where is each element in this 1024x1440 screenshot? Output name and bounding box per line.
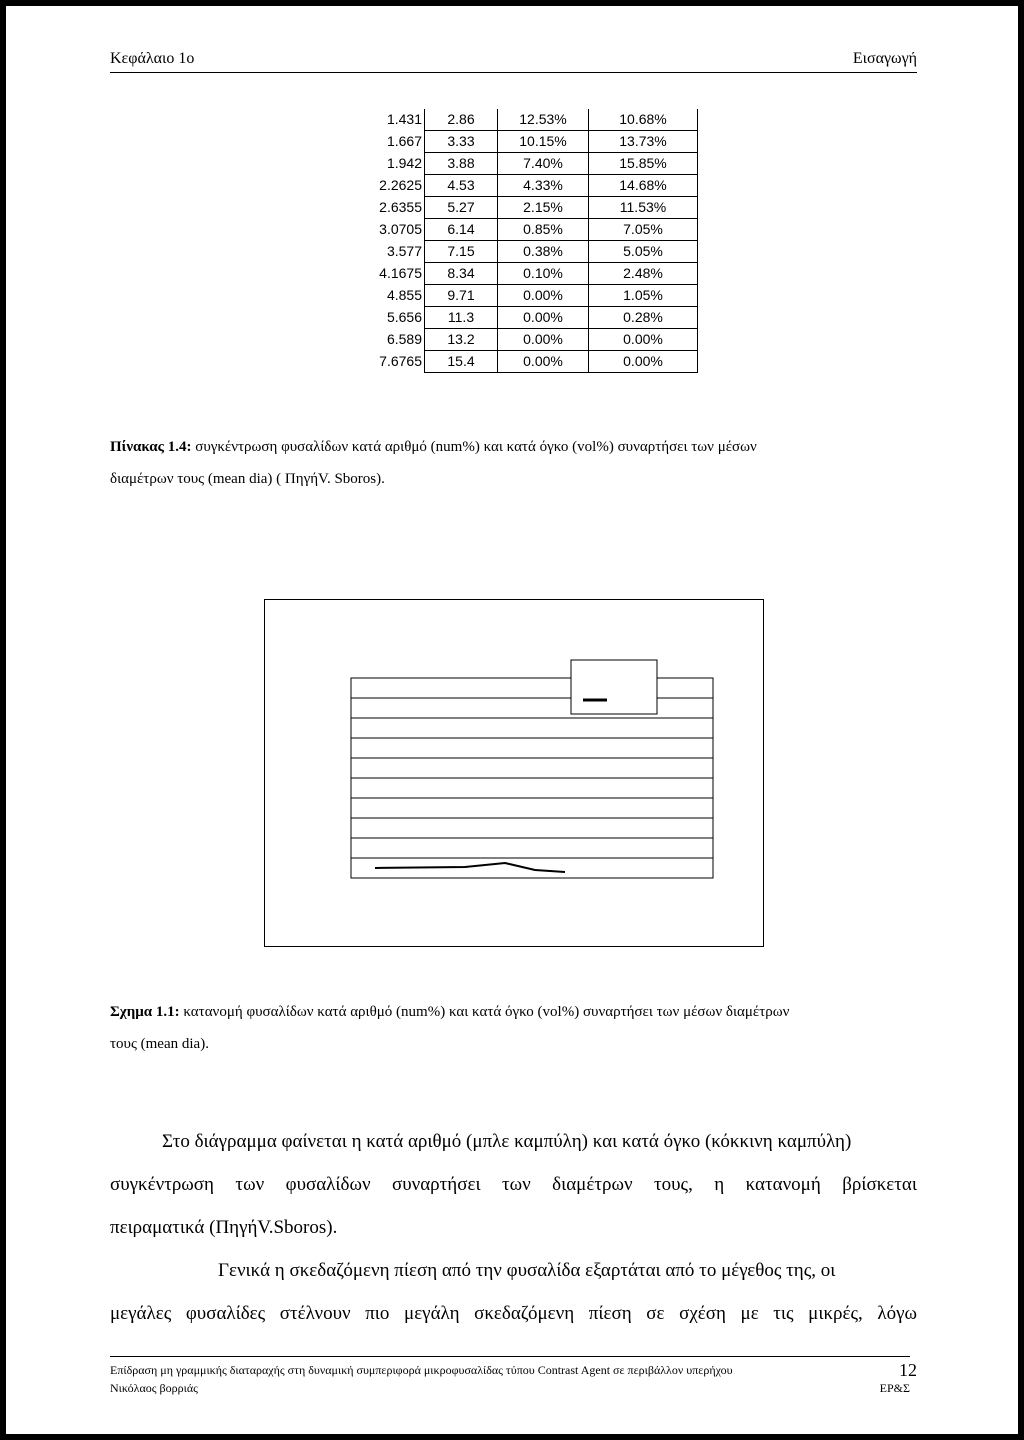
table-cell: 0.85%: [498, 219, 589, 241]
table-cell: 15.85%: [589, 153, 698, 175]
page-number: 12: [899, 1360, 917, 1380]
table-cell: 11.53%: [589, 197, 698, 219]
body-line-2: συγκέντρωση των φυσαλίδων συναρτήσει των διαμέτρων τους, η κατανομή βρίσκεται: [110, 1174, 917, 1195]
table-cell: 1.05%: [589, 285, 698, 307]
footer-author: Νικόλαος βορριάς: [110, 1381, 198, 1395]
table-cell: 1.431: [346, 109, 425, 131]
table-cell: 3.33: [425, 131, 498, 153]
table-cell: 2.6355: [346, 197, 425, 219]
table-cell: 8.34: [425, 263, 498, 285]
table-row: [346, 307, 698, 329]
figure-chart-frame: [264, 599, 764, 947]
figure-caption-label: Σχημα 1.1:: [110, 1004, 180, 1020]
table-cell: 7.05%: [589, 219, 698, 241]
table-cell: 6.589: [346, 329, 425, 351]
table-row: [346, 285, 698, 307]
table-row: [346, 263, 698, 285]
footer-dept: ΕΡ&Σ: [879, 1381, 910, 1395]
table-cell: 3.0705: [346, 219, 425, 241]
document-page: [6, 6, 1018, 1434]
figure-caption-text: κατανομή φυσαλίδων κατά αριθμό (num%) και κατά όγκο (vol%) συναρτήσει των μέσων διαμέτρων: [179, 1004, 790, 1020]
table-caption-text: συγκέντρωση φυσαλίδων κατά αριθμό (num%) και κατά όγκο (vol%) συναρτήσει των μέσων: [191, 439, 757, 455]
table-row: [346, 219, 698, 241]
table-caption-line2: διαμέτρων τους (mean dia) ( ΠηγήV. Sboros).: [110, 471, 385, 487]
table-cell: 0.00%: [498, 307, 589, 329]
table-cell: 0.00%: [589, 351, 698, 373]
table-cell: 2.15%: [498, 197, 589, 219]
table-cell: 5.27: [425, 197, 498, 219]
bubble-concentration-table: [346, 109, 698, 373]
table-cell: 9.71: [425, 285, 498, 307]
table-cell: 5.05%: [589, 241, 698, 263]
table-caption-label: Πίνακας 1.4:: [110, 439, 192, 455]
table-cell: 7.40%: [498, 153, 589, 175]
table-cell: 1.667: [346, 131, 425, 153]
figure-chart: [265, 600, 763, 946]
table-cell: 1.942: [346, 153, 425, 175]
table-cell: 12.53%: [498, 109, 589, 131]
table-cell: 2.2625: [346, 175, 425, 197]
data-curve: [375, 863, 565, 872]
legend-box: [571, 660, 657, 714]
table-cell: 0.00%: [589, 329, 698, 351]
figure-caption-line1: [110, 1001, 789, 1023]
table-row: [346, 109, 698, 131]
table-cell: 0.00%: [498, 351, 589, 373]
table-cell: 5.656: [346, 307, 425, 329]
table-cell: 4.53: [425, 175, 498, 197]
body-line-4: Γενικά η σκεδαζόμενη πίεση από την φυσαλίδα εξαρτάται από το μέγεθος της, οι: [218, 1260, 836, 1281]
table-cell: 10.15%: [498, 131, 589, 153]
table-row: [346, 329, 698, 351]
table-cell: 14.68%: [589, 175, 698, 197]
table-cell: 7.6765: [346, 351, 425, 373]
table-body: [346, 109, 698, 373]
table-cell: 3.577: [346, 241, 425, 263]
table-cell: 0.10%: [498, 263, 589, 285]
table-cell: 15.4: [425, 351, 498, 373]
table-row: [346, 197, 698, 219]
table-row: [346, 131, 698, 153]
table-row: [346, 351, 698, 373]
table-cell: 0.28%: [589, 307, 698, 329]
table-row: [346, 175, 698, 197]
table-cell: 11.3: [425, 307, 498, 329]
page-header: [110, 44, 917, 73]
body-line-3: πειραματικά (ΠηγήV.Sboros).: [110, 1217, 338, 1238]
section-label: Εισαγωγή: [852, 50, 917, 67]
body-line-1: Στο διάγραμμα φαίνεται η κατά αριθμό (μπλε καμπύλη) και κατά όγκο (κόκκινη καμπύλη): [162, 1131, 852, 1152]
table-cell: 0.00%: [498, 285, 589, 307]
chapter-label: Κεφάλαιο 1ο: [110, 50, 195, 67]
table-cell: 10.68%: [589, 109, 698, 131]
table-cell: 6.14: [425, 219, 498, 241]
table-cell: 4.1675: [346, 263, 425, 285]
table-cell: 0.38%: [498, 241, 589, 263]
body-line-5: μεγάλες φυσαλίδες στέλνουν πιο μεγάλη σκεδαζόμενη πίεση σε σχέση με τις μικρές, λόγω: [110, 1303, 917, 1324]
table-cell: 2.86: [425, 109, 498, 131]
footer-title: Επίδραση μη γραμμικής διαταραχής στη δυναμική συμπεριφορά μικροφυσαλίδας τύπου Contrast Agent σε περιβάλλον υπερήχου: [110, 1363, 733, 1377]
table-cell: 3.88: [425, 153, 498, 175]
table-cell: 7.15: [425, 241, 498, 263]
table-cell: 4.33%: [498, 175, 589, 197]
figure-caption-line2: τους (mean dia).: [110, 1036, 209, 1052]
table-caption-line1: [110, 436, 757, 458]
table-cell: 4.855: [346, 285, 425, 307]
table-cell: 2.48%: [589, 263, 698, 285]
table-row: [346, 241, 698, 263]
table-cell: 13.2: [425, 329, 498, 351]
table-row: [346, 153, 698, 175]
table-cell: 0.00%: [498, 329, 589, 351]
table-cell: 13.73%: [589, 131, 698, 153]
